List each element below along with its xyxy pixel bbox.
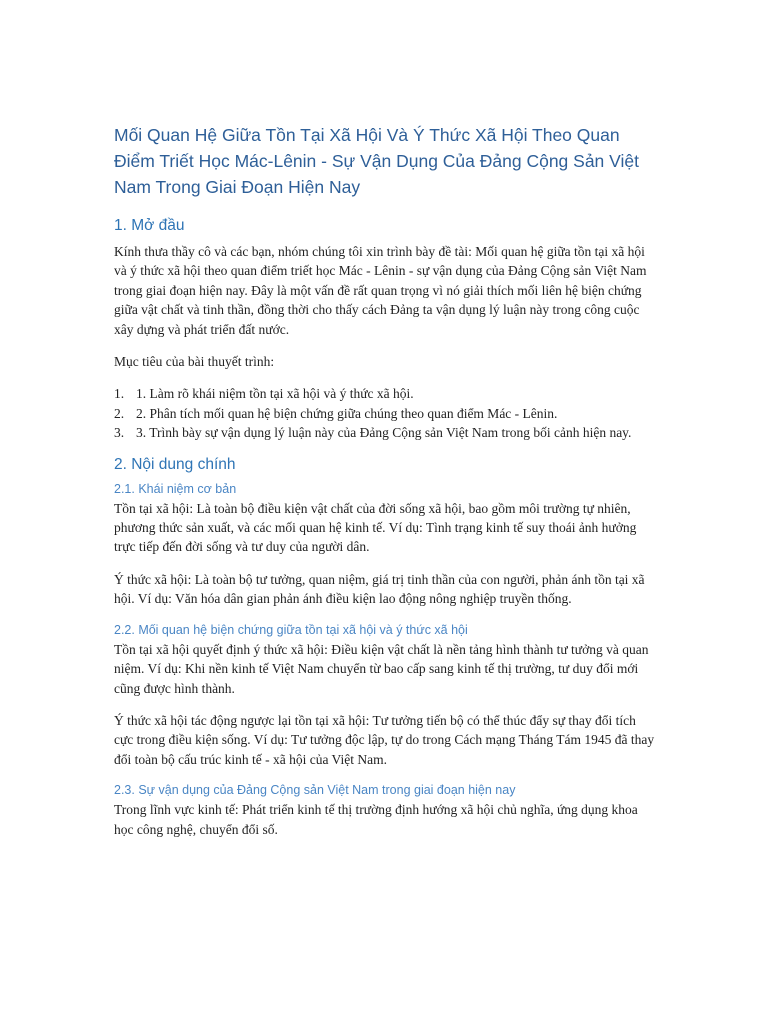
list-item-text: 3. Trình bày sự vận dụng lý luận này của Đảng Cộng sản Việt Nam trong bối cảnh hiện nay. <box>136 425 632 441</box>
objectives-label: Mục tiêu của bài thuyết trình: <box>114 354 275 370</box>
paragraph-social-consciousness: Ý thức xã hội: Là toàn bộ tư tưởng, quan niệm, giá trị tinh thần của con người, phản ánh tồn tại xã hội. Ví dụ: Văn hóa dân gian phản ánh điều kiện lao động nông nghiệp truyền thống. <box>114 571 645 607</box>
section-heading-intro: 1. Mở đầu <box>114 217 185 234</box>
paragraph-social-existence: Tồn tại xã hội: Là toàn bộ điều kiện vật chất của đời sống xã hội, bao gồm môi trường tự nhiên, phương thức sản xuất, và các mối quan hệ kinh tế. Ví dụ: Tình trạng kinh tế suy thoái ảnh hưởng trực tiếp đến đời sống và tư duy của người dân. <box>114 500 637 555</box>
list-item-text: 1. Làm rõ khái niệm tồn tại xã hội và ý thức xã hội. <box>136 386 414 402</box>
list-item-number: 1. <box>114 386 125 402</box>
list-item <box>114 384 658 403</box>
list-item-number: 3. <box>114 425 125 441</box>
list-item-text: 2. Phân tích mối quan hệ biện chứng giữa chúng theo quan điểm Mác - Lênin. <box>136 405 558 421</box>
intro-paragraph: Kính thưa thầy cô và các bạn, nhóm chúng tôi xin trình bày đề tài: Mối quan hệ giữa tồn tại xã hội và ý thức xã hội theo quan điểm triết học Mác - Lênin - sự vận dụng của Đảng Cộng sản Việt Nam trong giai đoạn hiện nay. Đây là một vấn đề rất quan trọng vì nó giải thích mối liên hệ biện chứng giữa vật chất và tinh thần, đồng thời cho thấy cách Đảng ta vận dụng lý luận này trong công cuộc xây dựng và phát triển đất nước. <box>114 244 647 337</box>
subsection-heading-dialectic: 2.2. Mối quan hệ biện chứng giữa tồn tại xã hội và ý thức xã hội <box>114 622 468 637</box>
subsection-heading-concepts: 2.1. Khái niệm cơ bản <box>114 481 237 496</box>
list-item <box>114 404 658 423</box>
subsection-heading-application: 2.3. Sự vận dụng của Đảng Cộng sản Việt Nam trong giai đoạn hiện nay <box>114 783 516 798</box>
paragraph-existence-determines: Tồn tại xã hội quyết định ý thức xã hội: Điều kiện vật chất là nền tảng hình thành tư tưởng và quan niệm. Ví dụ: Khi nền kinh tế Việt Nam chuyển từ bao cấp sang kinh tế thị trường, tư duy đổi mới cũng được hình thành. <box>114 641 649 696</box>
paragraph-economic-field: Trong lĩnh vực kinh tế: Phát triển kinh tế thị trường định hướng xã hội chủ nghĩa, ứng dụng khoa học công nghệ, chuyển đổi số. <box>114 802 638 837</box>
document-title: Mối Quan Hệ Giữa Tồn Tại Xã Hội Và Ý Thức Xã Hội Theo Quan Điểm Triết Học Mác-Lênin - Sự Vận Dụng Của Đảng Cộng Sản Việt Nam Trong Giai Đoạn Hiện Nay <box>114 125 639 197</box>
document-page <box>114 122 658 852</box>
objectives-list <box>114 384 658 442</box>
list-item <box>114 423 658 442</box>
list-item-number: 2. <box>114 405 125 421</box>
paragraph-consciousness-affects: Ý thức xã hội tác động ngược lại tồn tại xã hội: Tư tưởng tiến bộ có thể thúc đẩy sự thay đổi tích cực trong điều kiện sống. Ví dụ: Tư tưởng độc lập, tự do trong Cách mạng Tháng Tám 1945 đã thay đổi toàn bộ cấu trúc kinh tế - xã hội của Việt Nam. <box>114 712 655 767</box>
section-heading-main: 2. Nội dung chính <box>114 455 236 473</box>
